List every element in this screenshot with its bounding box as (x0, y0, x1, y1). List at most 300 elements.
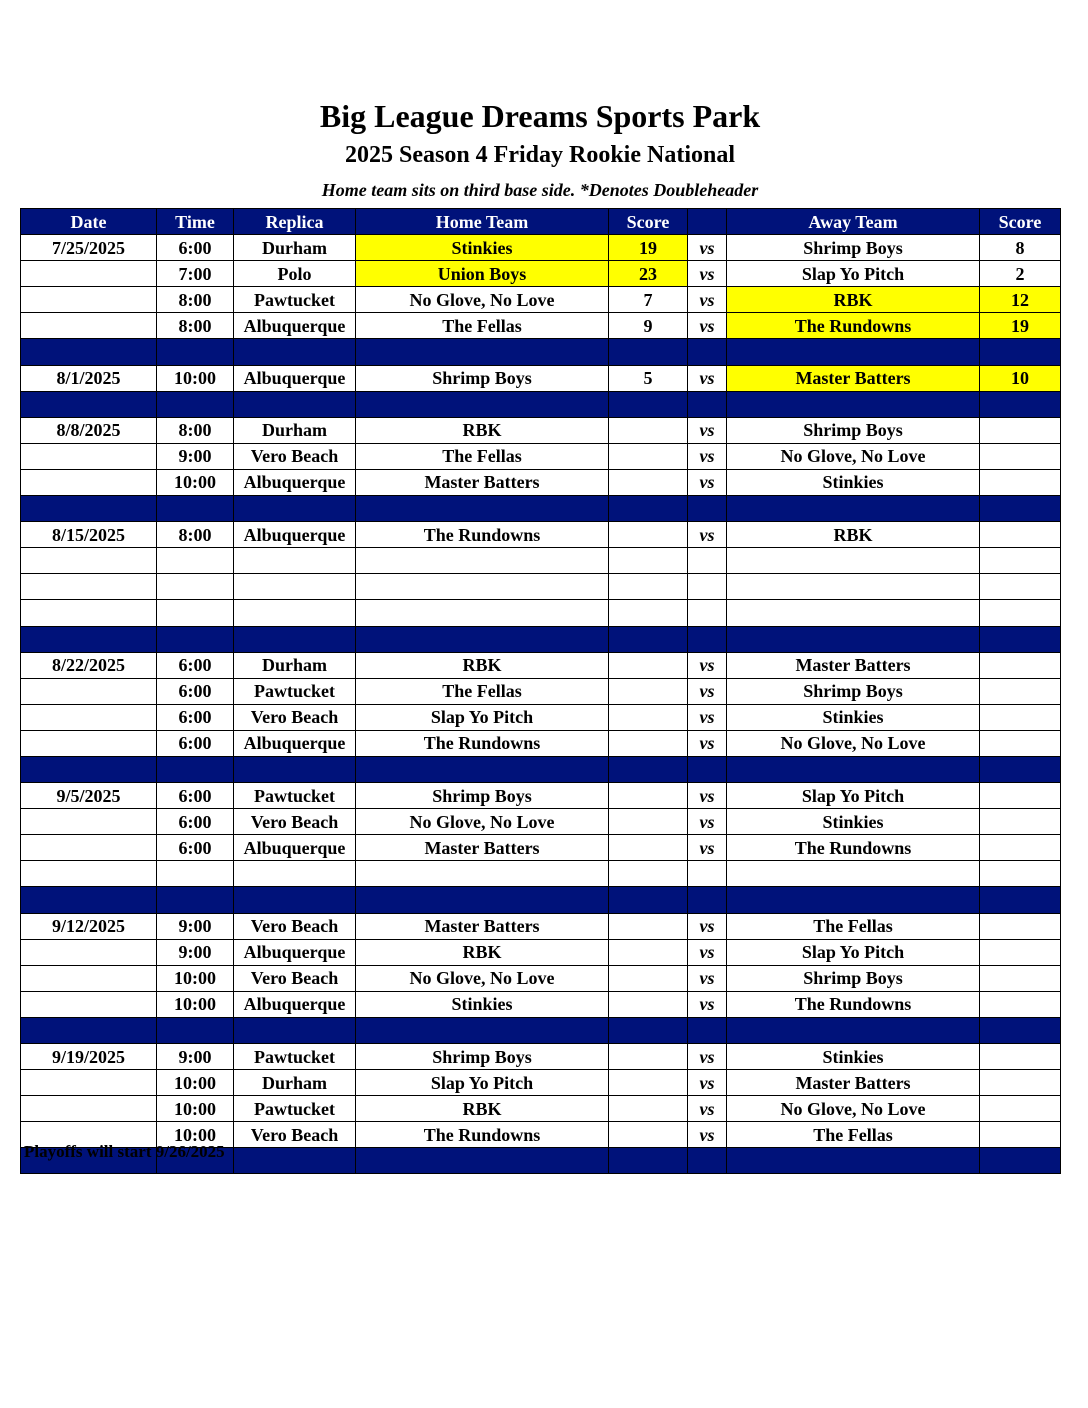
date-cell (21, 704, 157, 730)
vs-cell: vs (688, 991, 727, 1017)
time-cell: 10:00 (157, 1122, 234, 1148)
away-team-cell: Stinkies (727, 809, 980, 835)
home-score-cell (609, 991, 688, 1017)
home-team-cell: Slap Yo Pitch (356, 704, 609, 730)
home-team-cell: RBK (356, 939, 609, 965)
separator-cell (609, 1017, 688, 1043)
date-cell (21, 548, 157, 574)
game-row (21, 809, 1061, 835)
time-cell: 6:00 (157, 652, 234, 678)
date-cell: 7/25/2025 (21, 235, 157, 261)
date-cell (21, 861, 157, 887)
home-team-cell: The Rundowns (356, 1122, 609, 1148)
time-cell: 6:00 (157, 730, 234, 756)
home-team-cell: Master Batters (356, 469, 609, 495)
game-row (21, 235, 1061, 261)
replica-cell: Vero Beach (234, 809, 356, 835)
away-score-cell (980, 1096, 1061, 1122)
game-row (21, 365, 1061, 391)
separator-cell (21, 626, 157, 652)
vs-cell: vs (688, 522, 727, 548)
replica-cell: Vero Beach (234, 1122, 356, 1148)
away-team-cell (727, 600, 980, 626)
separator-cell (609, 496, 688, 522)
date-cell (21, 443, 157, 469)
date-cell (21, 261, 157, 287)
game-row (21, 991, 1061, 1017)
replica-cell: Pawtucket (234, 1044, 356, 1070)
date-cell (21, 287, 157, 313)
away-score-cell: 12 (980, 287, 1061, 313)
home-team-cell (356, 861, 609, 887)
away-score-cell (980, 809, 1061, 835)
home-score-cell (609, 469, 688, 495)
away-team-cell: The Fellas (727, 1122, 980, 1148)
vs-cell (688, 548, 727, 574)
date-cell (21, 469, 157, 495)
game-row (21, 652, 1061, 678)
separator-cell (688, 756, 727, 782)
separator-cell (609, 756, 688, 782)
vs-cell: vs (688, 365, 727, 391)
home-score-cell: 19 (609, 235, 688, 261)
home-score-cell (609, 1122, 688, 1148)
separator-cell (157, 391, 234, 417)
vs-cell: vs (688, 1070, 727, 1096)
home-team-cell: RBK (356, 1096, 609, 1122)
time-cell: 10:00 (157, 1070, 234, 1096)
vs-cell: vs (688, 287, 727, 313)
date-cell: 8/8/2025 (21, 417, 157, 443)
home-score-cell (609, 522, 688, 548)
playoffs-note: Playoffs will start 9/26/2025 (24, 1142, 225, 1161)
away-score-cell (980, 965, 1061, 991)
away-score-cell (980, 417, 1061, 443)
home-team-cell: The Rundowns (356, 522, 609, 548)
separator-cell (688, 887, 727, 913)
home-team-cell: Stinkies (356, 991, 609, 1017)
separator-cell (688, 496, 727, 522)
away-team-cell: No Glove, No Love (727, 730, 980, 756)
separator-cell (234, 887, 356, 913)
home-team-cell (356, 548, 609, 574)
separator-cell (727, 339, 980, 365)
vs-cell: vs (688, 1096, 727, 1122)
away-team-cell (727, 861, 980, 887)
date-cell: 9/5/2025 (21, 783, 157, 809)
date-cell (21, 1070, 157, 1096)
away-team-cell: Shrimp Boys (727, 235, 980, 261)
time-cell: 8:00 (157, 313, 234, 339)
away-team-cell: The Rundowns (727, 835, 980, 861)
home-team-cell: Union Boys (356, 261, 609, 287)
separator-cell (980, 496, 1061, 522)
game-row (21, 704, 1061, 730)
away-team-cell: Stinkies (727, 1044, 980, 1070)
home-score-cell: 5 (609, 365, 688, 391)
replica-cell: Vero Beach (234, 965, 356, 991)
date-cell (21, 809, 157, 835)
replica-cell: Durham (234, 652, 356, 678)
vs-cell: vs (688, 261, 727, 287)
separator-cell (727, 1017, 980, 1043)
schedule-table (20, 208, 1061, 1174)
away-score-cell (980, 835, 1061, 861)
date-cell (21, 600, 157, 626)
date-cell: 8/22/2025 (21, 652, 157, 678)
col-away-score-header: Score (980, 209, 1061, 235)
time-cell: 6:00 (157, 809, 234, 835)
time-cell: 7:00 (157, 261, 234, 287)
game-row (21, 678, 1061, 704)
separator-cell (356, 1148, 609, 1174)
game-row (21, 939, 1061, 965)
separator-row (21, 1017, 1061, 1043)
separator-cell (234, 756, 356, 782)
separator-cell (980, 756, 1061, 782)
away-team-cell: Slap Yo Pitch (727, 783, 980, 809)
away-score-cell: 10 (980, 365, 1061, 391)
separator-cell (234, 1017, 356, 1043)
vs-cell: vs (688, 783, 727, 809)
home-team-cell: Master Batters (356, 913, 609, 939)
replica-cell: Pawtucket (234, 783, 356, 809)
separator-cell (356, 626, 609, 652)
page-title: Big League Dreams Sports Park (319, 98, 761, 134)
vs-cell: vs (688, 1122, 727, 1148)
away-team-cell: Shrimp Boys (727, 417, 980, 443)
separator-cell (21, 339, 157, 365)
away-team-cell: The Fellas (727, 913, 980, 939)
vs-cell: vs (688, 939, 727, 965)
vs-cell: vs (688, 704, 727, 730)
vs-cell: vs (688, 235, 727, 261)
home-team-cell: Shrimp Boys (356, 783, 609, 809)
separator-cell (21, 496, 157, 522)
time-cell: 10:00 (157, 469, 234, 495)
game-row (21, 261, 1061, 287)
time-cell (157, 861, 234, 887)
separator-cell (21, 887, 157, 913)
home-score-cell (609, 443, 688, 469)
replica-cell: Vero Beach (234, 913, 356, 939)
date-cell (21, 965, 157, 991)
home-team-cell: Shrimp Boys (356, 365, 609, 391)
replica-cell (234, 574, 356, 600)
separator-row (21, 339, 1061, 365)
separator-cell (157, 626, 234, 652)
home-team-cell: No Glove, No Love (356, 809, 609, 835)
separator-cell (234, 626, 356, 652)
away-score-cell (980, 522, 1061, 548)
replica-cell: Albuquerque (234, 730, 356, 756)
replica-cell: Albuquerque (234, 835, 356, 861)
time-cell (157, 574, 234, 600)
home-score-cell (609, 678, 688, 704)
away-score-cell (980, 548, 1061, 574)
separator-row (21, 626, 1061, 652)
away-team-cell: The Rundowns (727, 313, 980, 339)
separator-cell (21, 391, 157, 417)
replica-cell: Albuquerque (234, 313, 356, 339)
game-row (21, 1044, 1061, 1070)
away-score-cell (980, 652, 1061, 678)
separator-cell (356, 391, 609, 417)
date-cell (21, 730, 157, 756)
home-team-cell: The Fellas (356, 313, 609, 339)
time-cell: 10:00 (157, 965, 234, 991)
replica-cell: Polo (234, 261, 356, 287)
separator-cell (980, 339, 1061, 365)
separator-cell (727, 887, 980, 913)
time-cell: 9:00 (157, 913, 234, 939)
away-score-cell (980, 730, 1061, 756)
replica-cell: Durham (234, 417, 356, 443)
separator-cell (21, 756, 157, 782)
home-score-cell (609, 548, 688, 574)
time-cell: 8:00 (157, 522, 234, 548)
vs-cell: vs (688, 1044, 727, 1070)
home-team-cell: Stinkies (356, 235, 609, 261)
separator-cell (234, 339, 356, 365)
away-team-cell: No Glove, No Love (727, 1096, 980, 1122)
date-cell (21, 939, 157, 965)
away-score-cell (980, 678, 1061, 704)
away-team-cell: Slap Yo Pitch (727, 939, 980, 965)
separator-cell (234, 391, 356, 417)
away-score-cell: 8 (980, 235, 1061, 261)
replica-cell: Pawtucket (234, 678, 356, 704)
vs-cell: vs (688, 835, 727, 861)
away-team-cell (727, 548, 980, 574)
separator-cell (688, 626, 727, 652)
replica-cell: Albuquerque (234, 939, 356, 965)
separator-cell (157, 887, 234, 913)
date-cell (21, 678, 157, 704)
home-score-cell: 7 (609, 287, 688, 313)
date-cell (21, 991, 157, 1017)
away-score-cell (980, 1070, 1061, 1096)
time-cell (157, 600, 234, 626)
separator-cell (356, 756, 609, 782)
col-date-header: Date (21, 209, 157, 235)
separator-cell (980, 1148, 1061, 1174)
vs-cell: vs (688, 469, 727, 495)
away-score-cell (980, 991, 1061, 1017)
separator-cell (727, 756, 980, 782)
vs-cell: vs (688, 809, 727, 835)
schedule-note: Home team sits on third base side. *Denotes Doubleheader (321, 180, 759, 200)
away-team-cell: RBK (727, 287, 980, 313)
separator-cell (980, 626, 1061, 652)
time-cell: 9:00 (157, 1044, 234, 1070)
home-score-cell (609, 913, 688, 939)
separator-cell (157, 496, 234, 522)
separator-row (21, 496, 1061, 522)
replica-cell: Albuquerque (234, 991, 356, 1017)
time-cell: 9:00 (157, 443, 234, 469)
separator-cell (356, 339, 609, 365)
home-score-cell (609, 783, 688, 809)
home-score-cell (609, 1070, 688, 1096)
vs-cell: vs (688, 730, 727, 756)
game-row (21, 469, 1061, 495)
game-row (21, 417, 1061, 443)
away-score-cell: 2 (980, 261, 1061, 287)
separator-cell (727, 496, 980, 522)
separator-cell (157, 339, 234, 365)
separator-row (21, 756, 1061, 782)
home-team-cell: Shrimp Boys (356, 1044, 609, 1070)
game-row (21, 965, 1061, 991)
replica-cell: Durham (234, 235, 356, 261)
vs-cell (688, 600, 727, 626)
replica-cell (234, 548, 356, 574)
schedule-body (21, 235, 1061, 1174)
vs-cell: vs (688, 913, 727, 939)
time-cell (157, 548, 234, 574)
vs-cell: vs (688, 965, 727, 991)
time-cell: 10:00 (157, 365, 234, 391)
vs-cell (688, 861, 727, 887)
separator-row (21, 391, 1061, 417)
home-score-cell (609, 417, 688, 443)
home-score-cell (609, 1096, 688, 1122)
home-team-cell: The Fellas (356, 678, 609, 704)
time-cell: 6:00 (157, 704, 234, 730)
time-cell: 10:00 (157, 1096, 234, 1122)
date-cell (21, 313, 157, 339)
time-cell: 9:00 (157, 939, 234, 965)
away-team-cell (727, 574, 980, 600)
replica-cell: Albuquerque (234, 365, 356, 391)
home-score-cell (609, 704, 688, 730)
game-row (21, 548, 1061, 574)
time-cell: 6:00 (157, 678, 234, 704)
replica-cell: Pawtucket (234, 1096, 356, 1122)
away-score-cell (980, 1044, 1061, 1070)
home-team-cell: The Fellas (356, 443, 609, 469)
home-score-cell (609, 939, 688, 965)
away-score-cell (980, 704, 1061, 730)
away-team-cell: The Rundowns (727, 991, 980, 1017)
separator-cell (356, 1017, 609, 1043)
game-row (21, 522, 1061, 548)
game-row (21, 1096, 1061, 1122)
away-team-cell: RBK (727, 522, 980, 548)
separator-cell (609, 391, 688, 417)
date-cell (21, 835, 157, 861)
replica-cell: Albuquerque (234, 522, 356, 548)
game-row (21, 287, 1061, 313)
vs-cell: vs (688, 652, 727, 678)
game-row (21, 600, 1061, 626)
away-team-cell: Master Batters (727, 1070, 980, 1096)
replica-cell (234, 861, 356, 887)
separator-cell (688, 1017, 727, 1043)
away-score-cell (980, 469, 1061, 495)
away-score-cell (980, 1122, 1061, 1148)
col-vs-header (688, 209, 727, 235)
col-home-team-header: Home Team (356, 209, 609, 235)
home-score-cell (609, 861, 688, 887)
replica-cell: Vero Beach (234, 704, 356, 730)
vs-cell (688, 574, 727, 600)
home-team-cell (356, 600, 609, 626)
vs-cell: vs (688, 678, 727, 704)
game-row (21, 313, 1061, 339)
home-score-cell (609, 809, 688, 835)
separator-cell (609, 339, 688, 365)
away-team-cell: Shrimp Boys (727, 678, 980, 704)
away-team-cell: Slap Yo Pitch (727, 261, 980, 287)
date-cell: 8/15/2025 (21, 522, 157, 548)
vs-cell: vs (688, 443, 727, 469)
away-score-cell (980, 600, 1061, 626)
separator-cell (234, 496, 356, 522)
separator-cell (157, 756, 234, 782)
separator-cell (688, 391, 727, 417)
game-row (21, 783, 1061, 809)
separator-cell (727, 626, 980, 652)
replica-cell (234, 600, 356, 626)
home-score-cell (609, 600, 688, 626)
home-team-cell: Master Batters (356, 835, 609, 861)
away-team-cell: Stinkies (727, 704, 980, 730)
replica-cell: Albuquerque (234, 469, 356, 495)
date-cell: 8/1/2025 (21, 365, 157, 391)
separator-cell (356, 496, 609, 522)
home-score-cell (609, 652, 688, 678)
away-team-cell: Shrimp Boys (727, 965, 980, 991)
separator-row (21, 887, 1061, 913)
home-team-cell (356, 574, 609, 600)
vs-cell: vs (688, 417, 727, 443)
game-row (21, 574, 1061, 600)
home-score-cell (609, 965, 688, 991)
date-cell (21, 1096, 157, 1122)
replica-cell: Pawtucket (234, 287, 356, 313)
away-team-cell: No Glove, No Love (727, 443, 980, 469)
separator-cell (356, 887, 609, 913)
separator-cell (609, 887, 688, 913)
time-cell: 6:00 (157, 235, 234, 261)
game-row (21, 861, 1061, 887)
home-score-cell: 9 (609, 313, 688, 339)
away-score-cell (980, 443, 1061, 469)
separator-cell (21, 1017, 157, 1043)
home-score-cell (609, 730, 688, 756)
away-team-cell: Stinkies (727, 469, 980, 495)
away-team-cell: Master Batters (727, 652, 980, 678)
home-team-cell: No Glove, No Love (356, 287, 609, 313)
home-team-cell: RBK (356, 652, 609, 678)
time-cell: 8:00 (157, 287, 234, 313)
col-time-header: Time (157, 209, 234, 235)
time-cell: 10:00 (157, 991, 234, 1017)
away-team-cell: Master Batters (727, 365, 980, 391)
time-cell: 6:00 (157, 835, 234, 861)
col-home-score-header: Score (609, 209, 688, 235)
away-score-cell (980, 783, 1061, 809)
page-subtitle: 2025 Season 4 Friday Rookie National (344, 142, 736, 168)
home-team-cell: Slap Yo Pitch (356, 1070, 609, 1096)
separator-cell (157, 1017, 234, 1043)
away-score-cell (980, 861, 1061, 887)
away-score-cell (980, 913, 1061, 939)
home-score-cell: 23 (609, 261, 688, 287)
separator-cell (234, 1148, 356, 1174)
